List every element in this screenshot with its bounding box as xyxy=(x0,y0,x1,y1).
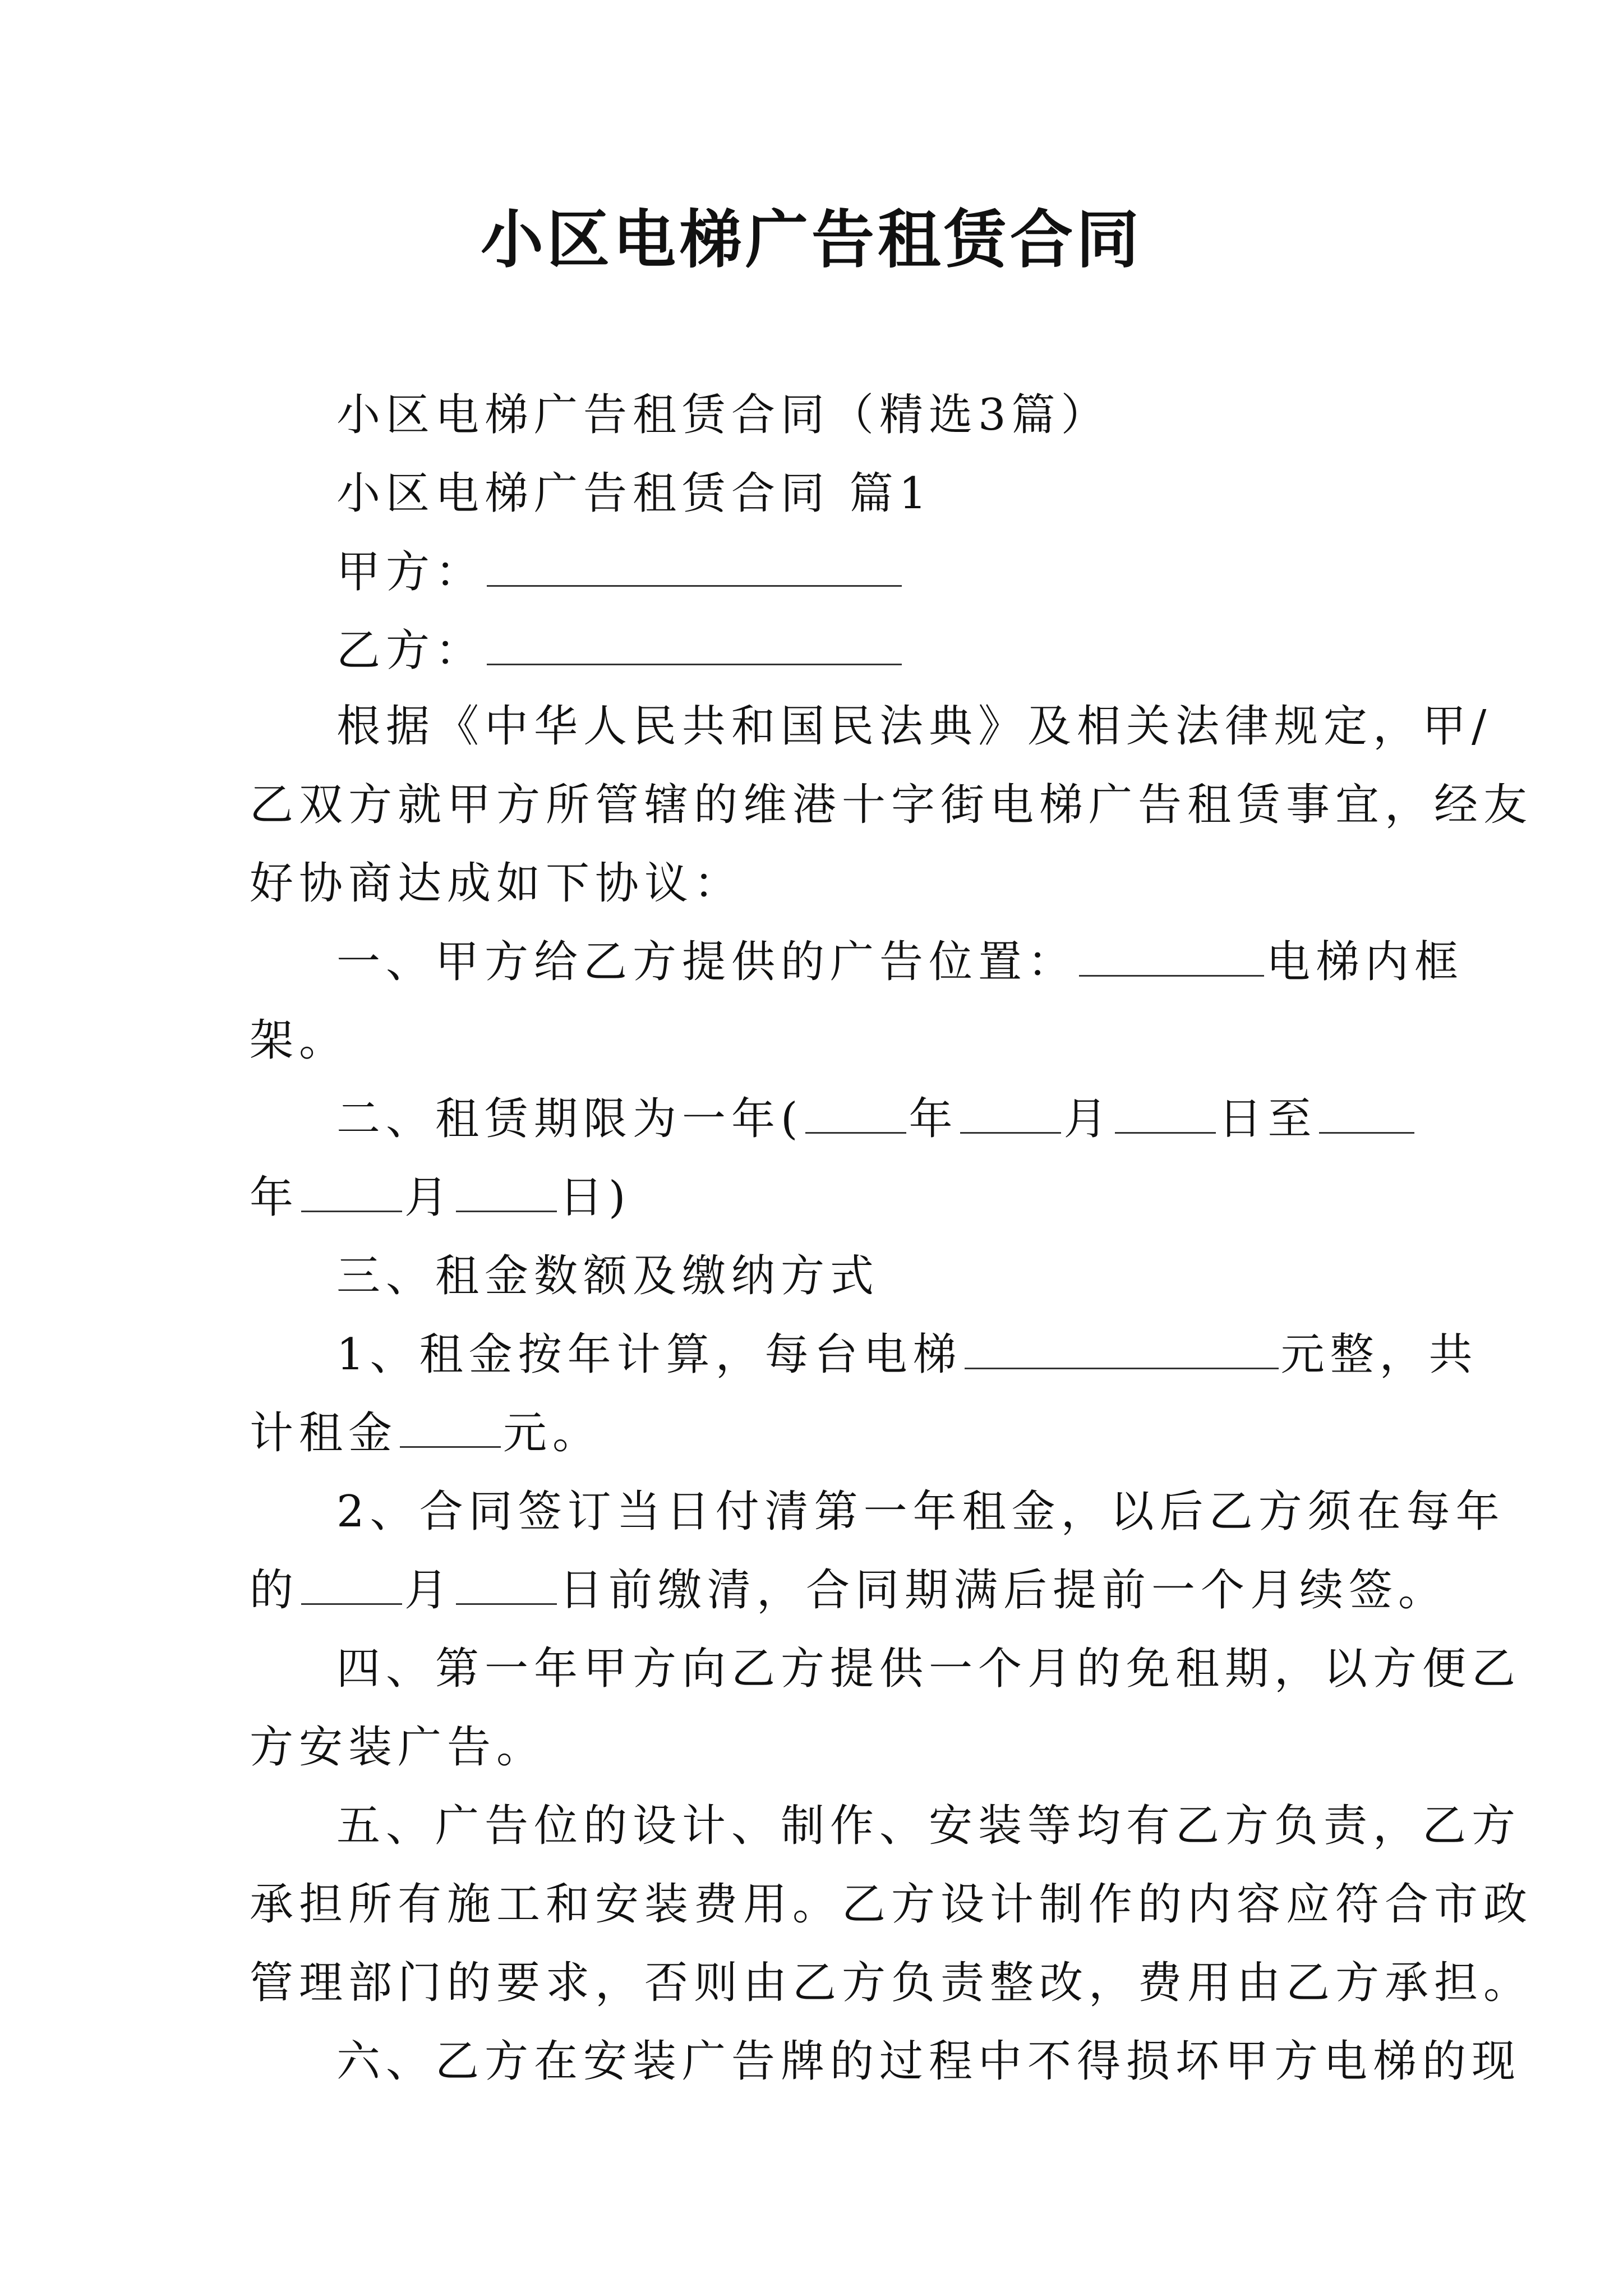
document-title: 小区电梯广告租赁合同 xyxy=(481,203,1142,277)
party-b-line xyxy=(336,623,904,679)
clause-2-blank-year xyxy=(805,1097,906,1134)
clause-3-item-2-line-2 xyxy=(250,1562,1447,1618)
clause-1-prefix: 一、甲方给乙方提供的广告位置： xyxy=(336,937,1077,987)
clause-4-line-2: 方安装广告。 xyxy=(250,1722,546,1773)
clause-1-suffix: 电梯内框 xyxy=(1266,937,1464,987)
section-heading: 小区电梯广告租赁合同 篇1 xyxy=(336,468,933,519)
clause-3-item-1-total-blank xyxy=(400,1411,501,1448)
party-a-label: 甲方： xyxy=(336,547,485,597)
clause-3-item-1-blank xyxy=(965,1333,1279,1369)
party-a-blank xyxy=(487,550,902,587)
clause-5-line-2: 承担所有施工和安装费用。乙方设计制作的内容应符合市政 xyxy=(250,1879,1533,1930)
clause-3-item-1-line-1 xyxy=(336,1327,1478,1383)
clause-2-line-2 xyxy=(250,1170,631,1226)
clause-3-item-2-month: 月 xyxy=(404,1565,454,1616)
clause-2-blank-month-end xyxy=(301,1176,402,1212)
clause-3-item-2-blank-day xyxy=(456,1568,557,1605)
clause-2-month: 月 xyxy=(1063,1094,1113,1144)
clause-2-day-to: 日至 xyxy=(1218,1094,1317,1144)
clause-3-item-2-blank-month xyxy=(301,1568,402,1605)
clause-3-item-1-total-suffix: 元。 xyxy=(503,1408,602,1458)
clause-1-line-1 xyxy=(336,934,1464,990)
clause-4-line-1: 四、第一年甲方向乙方提供一个月的免租期，以方便乙 xyxy=(336,1644,1521,1694)
clause-2-line-1 xyxy=(336,1091,1417,1147)
clause-1-line-2: 架。 xyxy=(250,1015,349,1066)
intro-line-3: 好协商达成如下协议： xyxy=(250,858,744,909)
clause-2-blank-year-end xyxy=(1319,1097,1414,1134)
clause-2-end-day: 日) xyxy=(559,1172,631,1223)
intro-line-2: 乙双方就甲方所管辖的维港十字街电梯广告租赁事宜，经友 xyxy=(250,780,1533,830)
intro-line-1: 根据《中华人民共和国民法典》及相关法律规定，甲/ xyxy=(336,701,1492,752)
clause-2-blank-day-end xyxy=(456,1176,557,1212)
clause-2-blank-month xyxy=(960,1097,1061,1134)
clause-2-prefix: 二、租赁期限为一年( xyxy=(336,1094,804,1144)
clause-2-end-year: 年 xyxy=(250,1172,299,1223)
clause-6-line-1: 六、乙方在安装广告牌的过程中不得损坏甲方电梯的现 xyxy=(336,2036,1521,2087)
clause-5-line-1: 五、广告位的设计、制作、安装等均有乙方负责，乙方 xyxy=(336,1801,1521,1851)
clause-3-item-1-prefix: 1、租金按年计算，每台电梯 xyxy=(336,1329,962,1380)
clause-3-item-1-total-label: 计租金 xyxy=(250,1408,398,1458)
clause-3-heading: 三、租金数额及缴纳方式 xyxy=(336,1251,880,1301)
clause-3-item-1-line-2 xyxy=(250,1405,602,1461)
clause-2-end-month: 月 xyxy=(404,1172,454,1223)
party-b-label: 乙方： xyxy=(336,625,485,676)
clause-3-item-2-line-1: 2、合同签订当日付清第一年租金，以后乙方须在每年 xyxy=(336,1487,1505,1537)
clause-2-year: 年 xyxy=(909,1094,958,1144)
clause-2-blank-day xyxy=(1115,1097,1216,1134)
clause-3-item-2-suffix: 日前缴清，合同期满后提前一个月续签。 xyxy=(559,1565,1448,1616)
clause-3-item-2-prefix: 的 xyxy=(250,1565,299,1616)
clause-1-blank xyxy=(1079,940,1264,977)
party-a-line xyxy=(336,544,904,600)
document-subtitle: 小区电梯广告租赁合同（精选3篇） xyxy=(336,390,1110,440)
party-b-blank xyxy=(487,629,902,665)
clause-5-line-3: 管理部门的要求，否则由乙方负责整改，费用由乙方承担。 xyxy=(250,1958,1533,2008)
clause-3-item-1-suffix: 元整，共 xyxy=(1280,1329,1478,1380)
